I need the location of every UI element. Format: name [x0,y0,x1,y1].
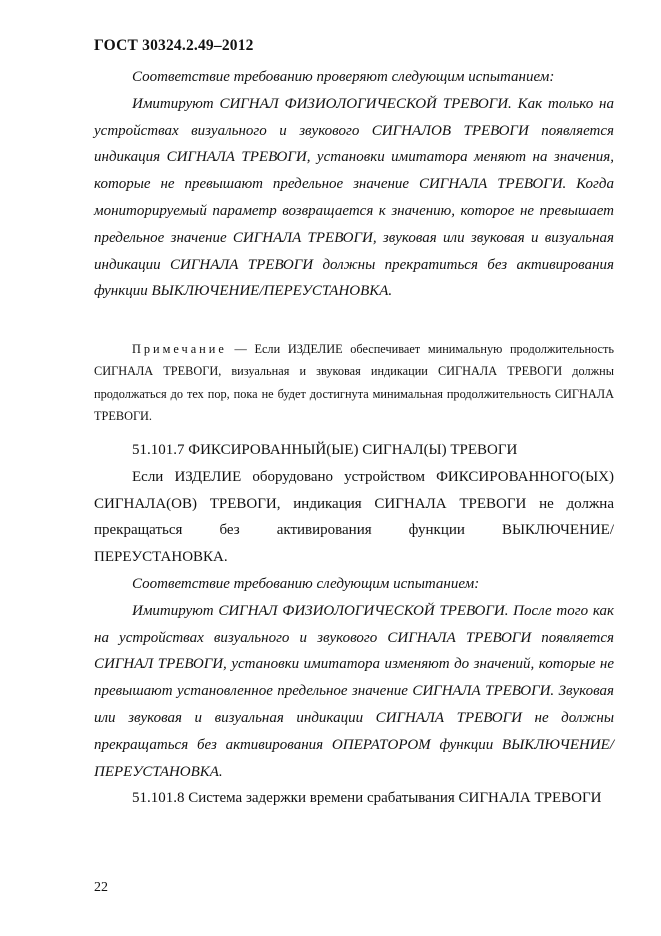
compliance-test-intro: Соответствие требованию проверяют следующим испытанием: [132,69,555,85]
test-procedure-paragraph-2: Имитируют СИГНАЛ ФИЗИОЛОГИЧЕСКОЙ ТРЕВОГИ. После того как на устройствах визуального и звукового СИГНАЛА ТРЕВОГИ появляется СИГНАЛ ТРЕВОГИ, установки имитатора изменяют до значений, которые не превышают установленное предельное значение СИГНАЛА ТРЕВОГИ. Звуковая или звуковая и визуальная индикации СИГНАЛА ТРЕВОГИ не должны прекращаться без активирования ОПЕРАТОРОМ функции ВЫКЛЮЧЕНИЕ/ПЕРЕУСТАНОВКА. [94,602,614,780]
document-header: ГОСТ 30324.2.49–2012 [94,37,254,54]
note-paragraph [94,338,614,427]
section-heading: 51.101.7 ФИКСИРОВАННЫЙ(ЫЕ) СИГНАЛ(Ы) ТРЕВОГИ [132,442,518,458]
requirement-paragraph: Если ИЗДЕЛИЕ оборудовано устройством ФИКСИРОВАННОГО(ЫХ) СИГНАЛА(ОВ) ТРЕВОГИ, индикация СИГНАЛА ТРЕВОГИ не должна прекращаться без активирования функции ВЫКЛЮЧЕНИЕ/ПЕРЕУСТАНОВКА. [94,468,614,566]
note-label: Примечание [132,342,227,356]
test-procedure-paragraph: Имитируют СИГНАЛ ФИЗИОЛОГИЧЕСКОЙ ТРЕВОГИ. Как только на устройствах визуального и звукового СИГНАЛОВ ТРЕВОГИ появляется индикация СИГНАЛА ТРЕВОГИ, установки имитатора меняют на значения, которые не превышают предельное значение СИГНАЛА ТРЕВОГИ. Когда мониторируемый параметр возвращается к значению, которое не превышает предельное значение СИГНАЛА ТРЕВОГИ, звуковая или звуковая и визуальная индикации СИГНАЛА ТРЕВОГИ должны прекратиться без активирования функции ВЫКЛЮЧЕНИЕ/ПЕРЕУСТАНОВКА. [94,95,614,300]
page-number: 22 [94,880,108,895]
next-section-heading: 51.101.8 Система задержки времени срабатывания СИГНАЛА ТРЕВОГИ [132,790,602,807]
compliance-test-intro-2: Соответствие требованию следующим испытанием: [132,575,480,592]
note-text: — Если ИЗДЕЛИЕ обеспечивает минимальную продолжительность СИГНАЛА ТРЕВОГИ, визуальная и звуковая индикации СИГНАЛА ТРЕВОГИ должны продолжаться до тех пор, пока не будет достигнута минимальная продолжительность СИГНАЛА ТРЕВОГИ. [94,342,614,423]
section-block [94,437,614,812]
text-body [94,64,614,305]
note-block [94,338,614,427]
